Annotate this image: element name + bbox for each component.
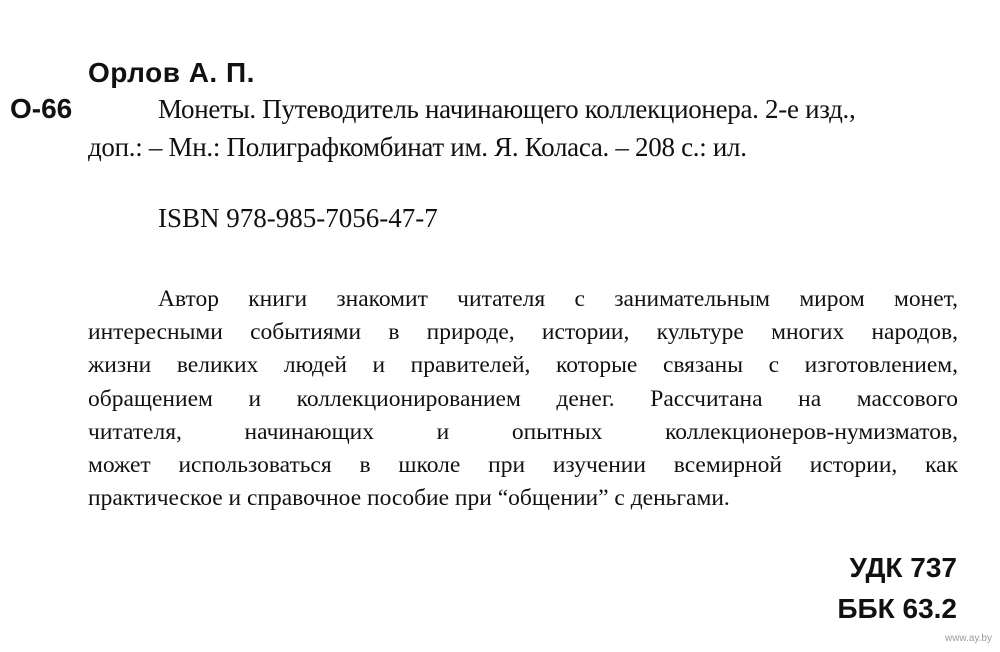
abstract-line: Автор книги знакомит читателя с занимательным миром монет,	[158, 286, 958, 312]
abstract-line: жизни великих людей и правителей, которые связаны с изготовлением,	[88, 352, 958, 379]
abstract-paragraph	[88, 283, 958, 515]
udk-code: УДК 737	[849, 552, 957, 583]
abstract-line: практическое и справочное пособие при “общении” с деньгами.	[88, 485, 730, 512]
author-name: Орлов А. П.	[88, 57, 255, 88]
isbn: ISBN 978-985-7056-47-7	[158, 203, 438, 233]
watermark: www.ay.by	[944, 633, 992, 644]
classification-code: О-66	[10, 93, 73, 124]
bibliographic-line-1: Монеты. Путеводитель начинающего коллекционера. 2-е изд.,	[158, 94, 856, 124]
abstract-line: интересными событиями в природе, истории, культуре многих народов,	[88, 319, 958, 346]
abstract-line: может использоваться в школе при изучении всемирной истории, как	[88, 452, 958, 479]
bbk-code: ББК 63.2	[837, 593, 957, 624]
abstract-line: обращением и коллекционированием денег. Рассчитана на массового	[88, 385, 958, 412]
abstract-line: читателя, начинающих и опытных коллекционеров-нумизматов,	[88, 418, 958, 445]
bibliographic-line-2: доп.: – Мн.: Полиграфкомбинат им. Я. Коласа. – 208 с.: ил.	[88, 132, 747, 162]
